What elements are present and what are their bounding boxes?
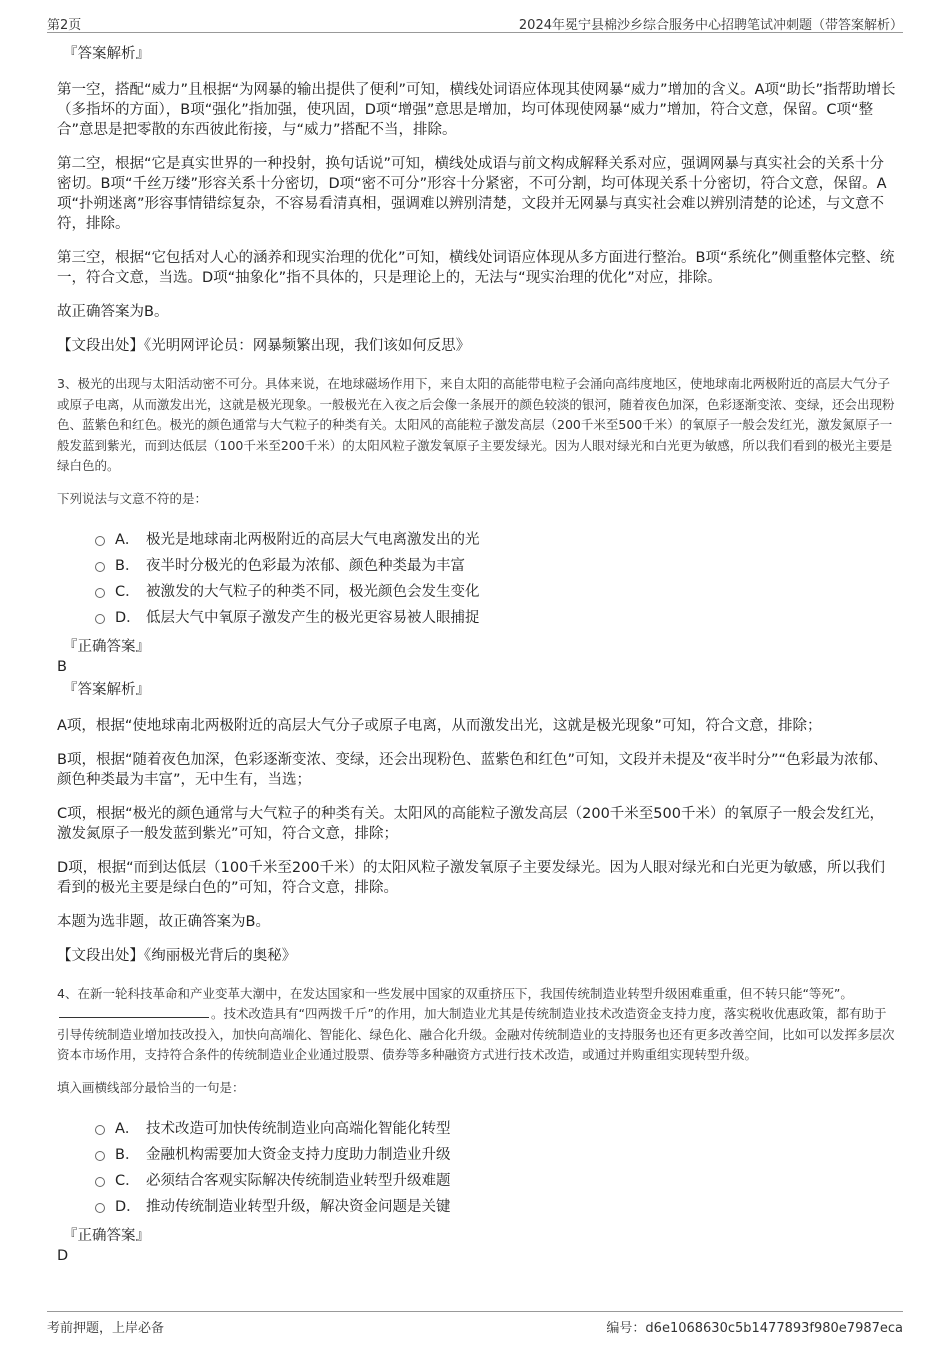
q4-answer: D	[57, 1247, 69, 1264]
radio-icon[interactable]	[95, 1203, 105, 1213]
option-letter: C．	[115, 583, 140, 600]
option-letter: C．	[115, 1172, 140, 1189]
option-letter: B．	[115, 557, 140, 574]
q3-stem: 下列说法与文意不符的是：	[57, 490, 208, 506]
radio-icon[interactable]	[95, 536, 105, 546]
q4-answer-label: 『正确答案』	[63, 1227, 150, 1244]
q4-options	[95, 1118, 898, 1222]
q3-option-a[interactable]	[95, 529, 898, 555]
q4-passage	[57, 984, 898, 1066]
q3-analysis-paragraph: B项，根据“随着夜色加深，色彩逐渐变浓、变绿，还会出现粉色、蓝紫色和红色”可知，文段并未提及“夜半时分”“色彩最为浓郁、颜色种类最为丰富”，无中生有，当选；	[57, 751, 888, 788]
q3-options	[95, 529, 898, 633]
footer-slogan: 考前押题，上岸必备	[47, 1321, 165, 1336]
document-code	[606, 1317, 903, 1336]
code-label: 编号：	[606, 1321, 646, 1336]
page-header	[47, 10, 903, 33]
q3-passage: 3、极光的出现与太阳活动密不可分。具体来说，在地球磁场作用下，来自太阳的高能带电粒子会涌向高纬度地区，使地球南北两极附近的高层大气分子或原子电离，从而激发出光，这就是极光现象。一般极光在入夜之后会像一条展开的颜色较淡的银河，随着夜色加深，色彩逐渐变浓、变绿，还会出现粉色、蓝紫色和红色。极光的颜色通常与大气粒子的种类有关。太阳风的高能粒子激发高层（200千米至500千米）的氧原子一般会发红光，激发氮原子一般发蓝到紫光，而到达低层（100千米至200千米）的太阳风粒子激发氧原子主要发绿光。因为人眼对绿光和白光更为敏感，所以我们看到的极光主要是绿白色的。	[57, 376, 895, 473]
q3-answer-label: 『正确答案』	[63, 638, 150, 655]
option-text: 必须结合客观实际解决传统制造业转型升级难题	[146, 1172, 451, 1189]
option-letter: B．	[115, 1146, 140, 1163]
option-letter: A．	[115, 531, 140, 548]
radio-icon[interactable]	[95, 1125, 105, 1135]
q3-option-b[interactable]	[95, 555, 898, 581]
q3-analysis-paragraph: D项，根据“而到达低层（100千米至200千米）的太阳风粒子激发氧原子主要发绿光。因为人眼对绿光和白光更为敏感，所以我们看到的极光主要是绿白色的”可知，符合文意，排除。	[57, 859, 886, 896]
q4-stem: 填入画横线部分最恰当的一句是：	[57, 1079, 245, 1095]
option-text: 被激发的大气粒子的种类不同，极光颜色会发生变化	[146, 583, 480, 600]
page-footer	[47, 1311, 903, 1336]
radio-icon[interactable]	[95, 588, 105, 598]
option-letter: A．	[115, 1120, 140, 1137]
option-text: 夜半时分极光的色彩最为浓郁、颜色种类最为丰富	[146, 557, 465, 574]
q4-passage-before: 4、在新一轮科技革命和产业变革大潮中，在发达国家和一些发展中国家的双重挤压下，我国传统制造业转型升级困难重重，但不转只能“等死”。	[57, 985, 853, 1001]
document-title: 2024年冕宁县棉沙乡综合服务中心招聘笔试冲刺题（带答案解析）	[518, 18, 903, 33]
q2-analysis-paragraph: 第一空，搭配“威力”且根据“为网暴的输出提供了便利”可知，横线处词语应体现其使网暴“威力”增加的含义。A项“助长”指帮助增长（多指坏的方面），B项“强化”指加强，使巩固，D项“增强”意思是增加，均可体现使网暴“威力”增加，符合文意，保留。C项“整合”意思是把零散的东西彼此衔接，与“威力”搭配不当，排除。	[57, 82, 896, 138]
q4-passage-after: 。技术改造具有“四两拨千斤”的作用，加大制造业尤其是传统制造业技术改造资金支持力度，落实税收优惠政策，都有助于引导传统制造业增加技改投入，加快向高端化、智能化、绿色化、融合化升级。金融对传统制造业的支持服务也还有更多改善空间，比如可以发挥多层次资本市场作用，支持符合条件的传统制造业企业通过股票、债券等多种融资方式进行技术改造，或通过并购重组实现转型升级。	[57, 1006, 895, 1062]
q3-option-c[interactable]	[95, 581, 898, 607]
q2-analysis-label: 『答案解析』	[63, 46, 150, 62]
q2-analysis-conclusion: 故正确答案为B。	[57, 304, 169, 320]
q3-analysis-conclusion: 本题为选非题，故正确答案为B。	[57, 913, 270, 930]
q3-source: 【文段出处】《绚丽极光背后的奥秘》	[57, 947, 297, 964]
q3-answer: B	[57, 658, 67, 675]
page-number: 第2页	[47, 18, 82, 33]
page-content	[57, 44, 898, 1269]
option-text: 推动传统制造业转型升级，解决资金问题是关键	[146, 1198, 451, 1215]
q2-source: 【文段出处】《光明网评论员：网暴频繁出现，我们该如何反思》	[57, 338, 471, 354]
option-text: 金融机构需要加大资金支持力度助力制造业升级	[146, 1146, 451, 1163]
option-text: 低层大气中氧原子激发产生的极光更容易被人眼捕捉	[146, 609, 480, 626]
option-text: 极光是地球南北两极附近的高层大气电离激发出的光	[146, 531, 480, 548]
q3-analysis-label: 『答案解析』	[63, 681, 150, 698]
option-letter: D．	[115, 609, 141, 626]
option-text: 技术改造可加快传统制造业向高端化智能化转型	[146, 1120, 451, 1137]
q4-option-a[interactable]	[95, 1118, 898, 1144]
q4-option-d[interactable]	[95, 1196, 898, 1222]
q4-option-b[interactable]	[95, 1144, 898, 1170]
fill-in-blank	[59, 1005, 209, 1018]
radio-icon[interactable]	[95, 614, 105, 624]
q3-analysis-paragraph: A项，根据“使地球南北两极附近的高层大气分子或原子电离，从而激发出光，这就是极光现象”可知，符合文意，排除；	[57, 717, 822, 734]
radio-icon[interactable]	[95, 1177, 105, 1187]
q2-analysis-paragraph: 第三空，根据“它包括对人心的涵养和现实治理的优化”可知，横线处词语应体现从多方面进行整治。B项“系统化”侧重整体完整、统一，符合文意，当选。D项“抽象化”指不具体的，只是理论上的，无法与“现实治理的优化”对应，排除。	[57, 250, 895, 286]
radio-icon[interactable]	[95, 1151, 105, 1161]
code-value: d6e1068630c5b1477893f980e7987eca	[645, 1321, 903, 1336]
radio-icon[interactable]	[95, 562, 105, 572]
q3-option-d[interactable]	[95, 607, 898, 633]
q2-analysis-paragraph: 第二空，根据“它是真实世界的一种投射，换句话说”可知，横线处成语与前文构成解释关系对应，强调网暴与真实社会的关系十分密切。B项“千丝万缕”形容关系十分密切，D项“密不可分”形容十分紧密，不可分割，均可体现关系十分密切，符合文意，保留。A项“扑朔迷离”形容事情错综复杂，不容易看清真相，强调难以辨别清楚，文段并无网暴与真实社会难以辨别清楚的论述，与文意不符，排除。	[57, 156, 887, 232]
q4-option-c[interactable]	[95, 1170, 898, 1196]
q3-analysis-paragraph: C项，根据“极光的颜色通常与大气粒子的种类有关。太阳风的高能粒子激发高层（200千米至500千米）的氧原子一般会发红光，激发氮原子一般发蓝到紫光”可知，符合文意，排除；	[57, 805, 884, 842]
option-letter: D．	[115, 1198, 141, 1215]
